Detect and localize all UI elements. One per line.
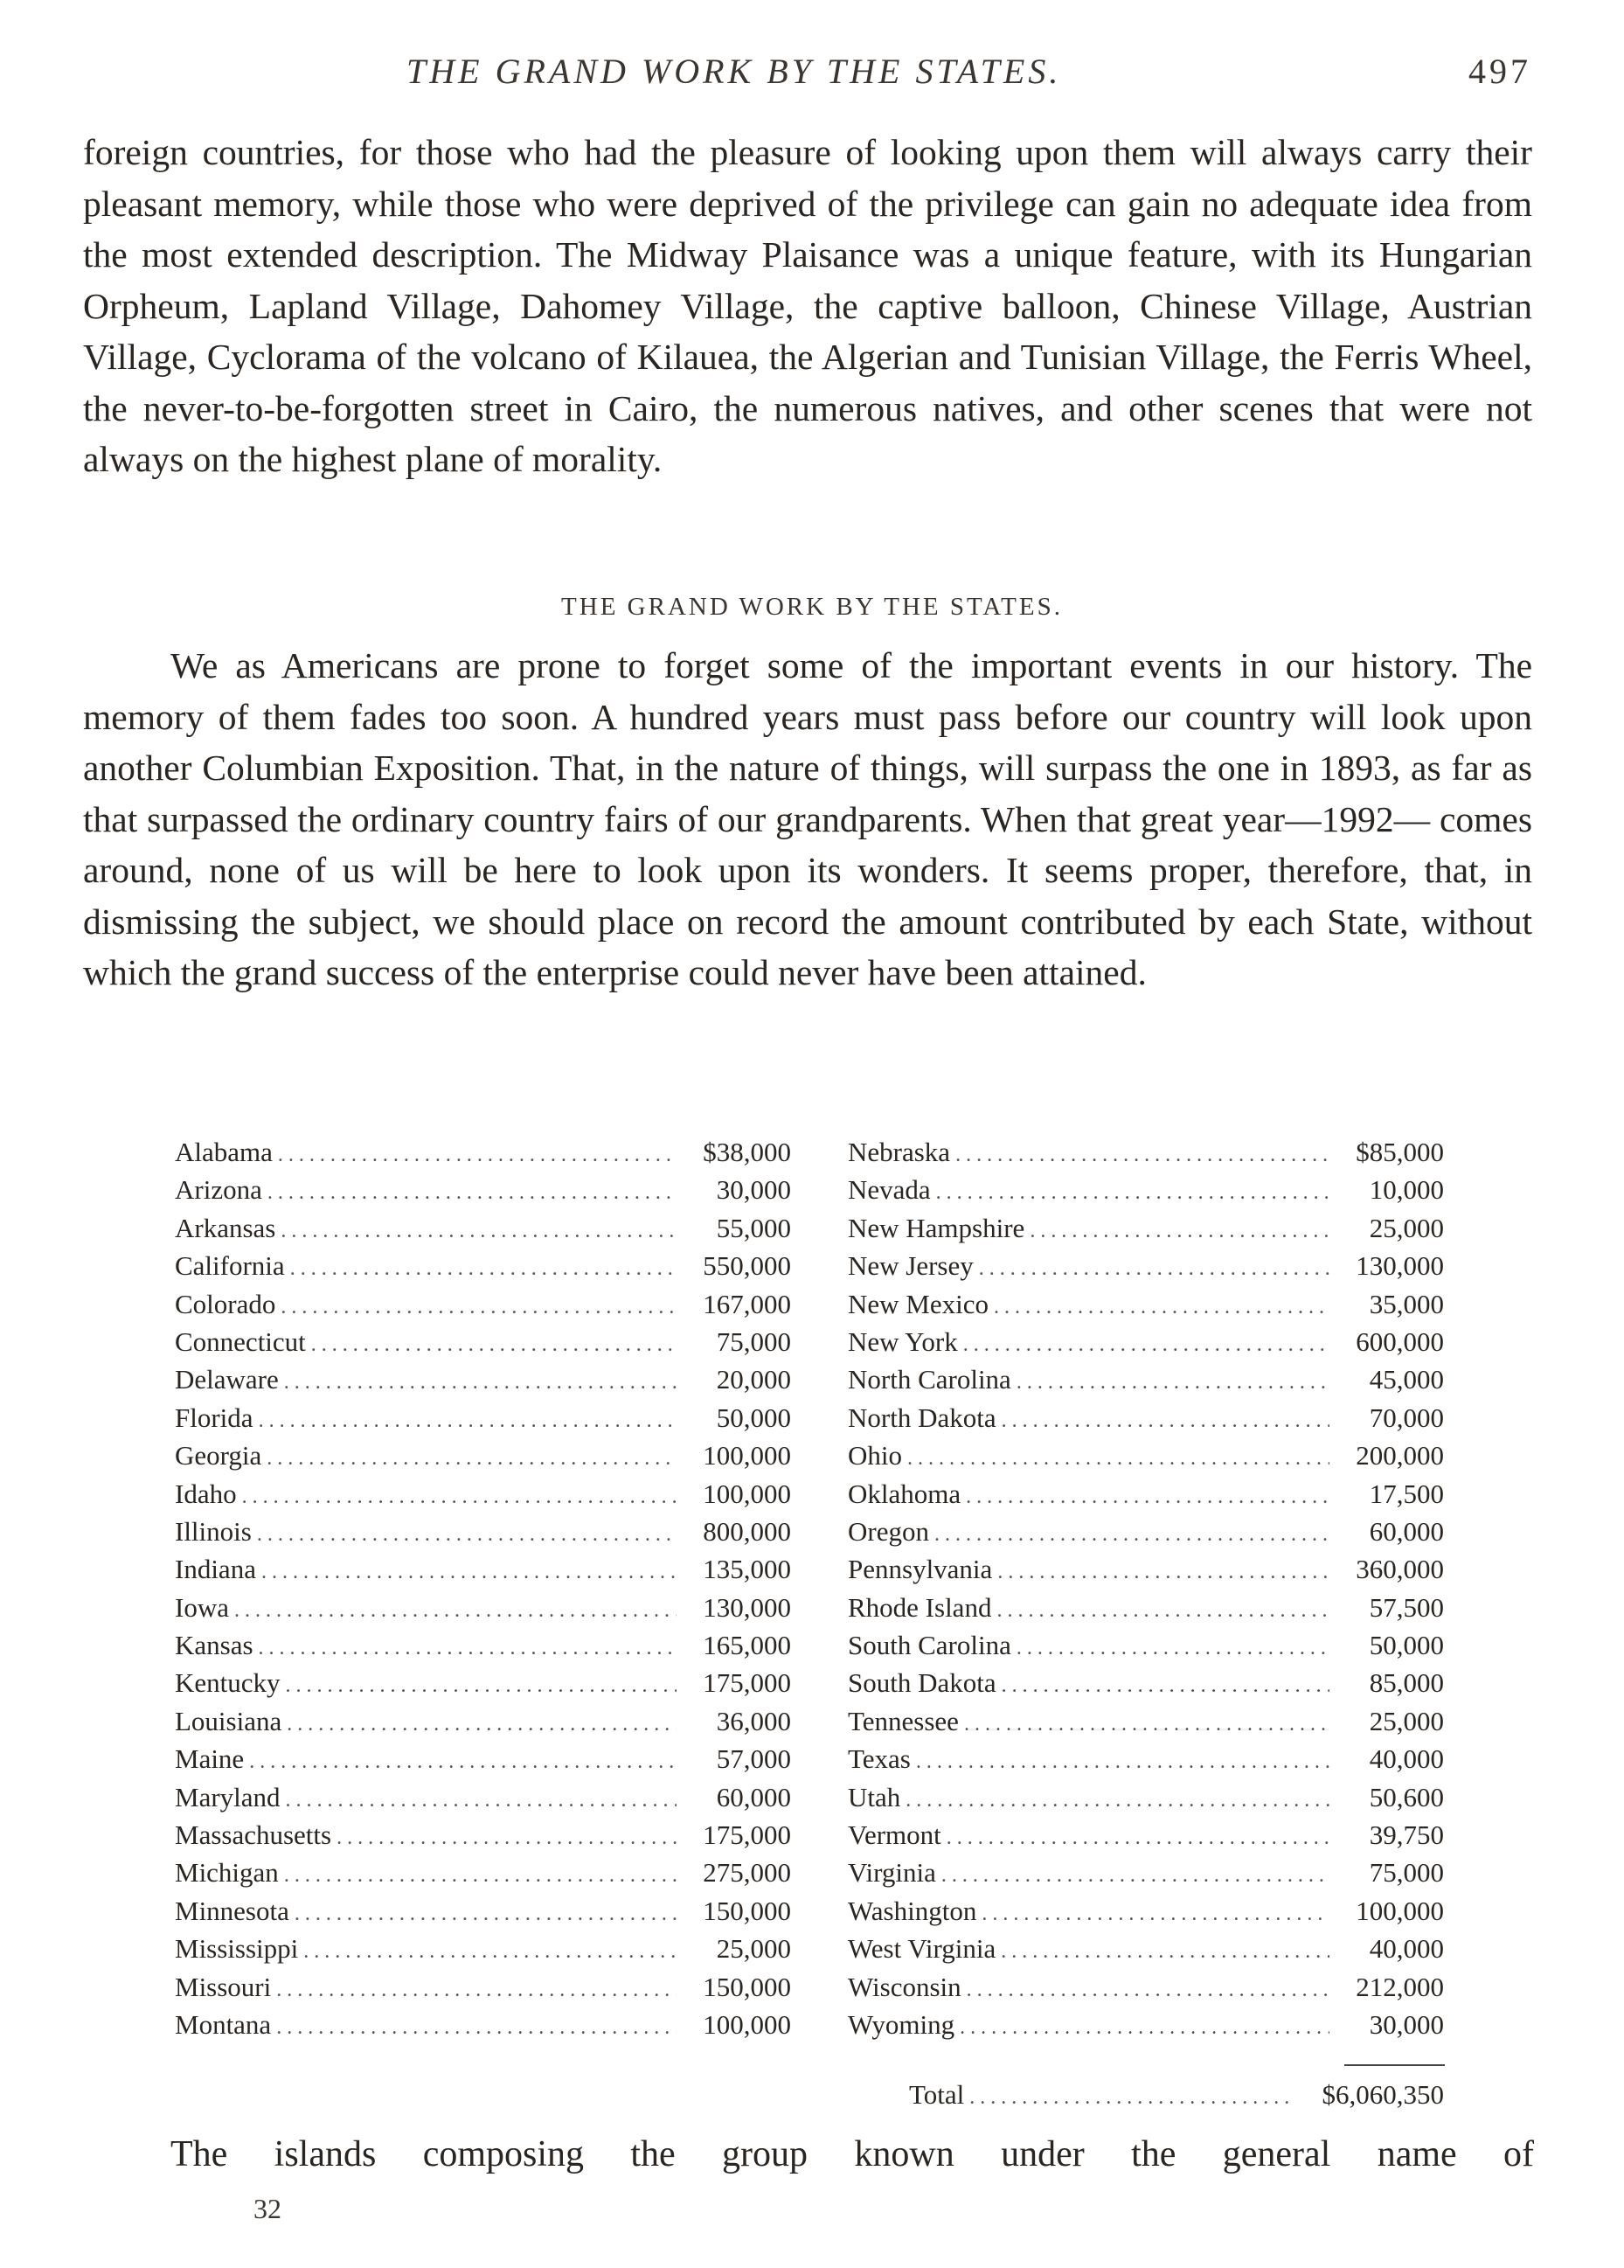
contribution-row bbox=[848, 1933, 1444, 1971]
contribution-row bbox=[848, 1782, 1444, 1819]
leader-dots bbox=[960, 2016, 1329, 2040]
leader-dots bbox=[259, 1409, 677, 1433]
contribution-row bbox=[848, 1630, 1444, 1667]
contribution-row bbox=[175, 1289, 791, 1326]
state-name: Rhode Island bbox=[848, 1591, 992, 1623]
leader-dots bbox=[906, 1789, 1329, 1812]
leader-dots bbox=[311, 1333, 677, 1357]
contribution-row bbox=[848, 1326, 1444, 1364]
contribution-amount: 800,000 bbox=[703, 1515, 791, 1547]
contribution-amount: 50,000 bbox=[716, 1402, 791, 1433]
state-name: New York bbox=[848, 1325, 958, 1357]
contributions-left-column bbox=[175, 1137, 791, 2047]
state-name: Nebraska bbox=[848, 1137, 951, 1167]
state-name: North Carolina bbox=[848, 1364, 1011, 1395]
leader-dots bbox=[267, 1447, 677, 1471]
leader-dots bbox=[982, 1903, 1329, 1926]
leader-dots bbox=[276, 2016, 677, 2040]
state-name: Vermont bbox=[848, 1819, 941, 1851]
contribution-amount: 85,000 bbox=[1369, 1667, 1444, 1699]
contribution-row bbox=[848, 1743, 1444, 1781]
leader-dots bbox=[997, 1561, 1329, 1584]
contribution-row bbox=[848, 1250, 1444, 1288]
state-name: Maryland bbox=[175, 1781, 281, 1812]
page-number: 497 bbox=[1468, 52, 1531, 91]
contribution-row bbox=[848, 1706, 1444, 1743]
state-name: Louisiana bbox=[175, 1705, 282, 1736]
contribution-row bbox=[175, 1440, 791, 1478]
contribution-row bbox=[848, 1364, 1444, 1402]
leader-dots bbox=[284, 1371, 677, 1395]
state-name: Texas bbox=[848, 1743, 911, 1775]
state-name: Idaho bbox=[175, 1478, 237, 1509]
state-name: New Mexico bbox=[848, 1288, 989, 1319]
leader-dots bbox=[287, 1713, 677, 1736]
paragraph-midway: foreign countries, for those who had the pleasure of looking upon them will always carry their pleasant memory, while those who were deprived of the privilege can gain no adequate idea from the most extended description. The Midway Plaisance was a unique feature, with its Hungarian Orpheum, Lapland Village, Dahomey Village, the captive balloon, Chinese Village, Austrian Village, Cyclorama of the volcano of Kilauea, the Algerian and Tunisian Village, the Ferris Wheel, the never-to-be-forgotten street in Cairo, the numerous natives, and other scenes that were not always on the highest plane of morality. bbox=[83, 132, 1532, 479]
contribution-row bbox=[175, 1478, 791, 1516]
contribution-amount: 200,000 bbox=[1356, 1440, 1444, 1471]
leader-dots bbox=[290, 1257, 677, 1281]
contribution-amount: 175,000 bbox=[703, 1667, 791, 1699]
total-row bbox=[909, 2079, 1444, 2111]
leader-dots bbox=[994, 1296, 1329, 1319]
contribution-amount: 70,000 bbox=[1369, 1402, 1444, 1433]
contribution-amount: 25,000 bbox=[716, 1933, 791, 1965]
contribution-amount: 100,000 bbox=[703, 1440, 791, 1471]
state-name: Minnesota bbox=[175, 1895, 289, 1926]
contribution-row bbox=[848, 1137, 1444, 1174]
state-name: Michigan bbox=[175, 1857, 279, 1889]
contribution-amount: 57,000 bbox=[716, 1743, 791, 1775]
contribution-amount: 20,000 bbox=[716, 1364, 791, 1395]
contribution-row bbox=[848, 1213, 1444, 1250]
leader-dots bbox=[261, 1561, 677, 1584]
contributions-right-column bbox=[848, 1137, 1444, 2047]
contribution-row bbox=[175, 1592, 791, 1630]
state-name: Iowa bbox=[175, 1591, 229, 1623]
leader-dots bbox=[967, 1979, 1329, 2002]
contribution-amount: 100,000 bbox=[703, 1478, 791, 1509]
leader-dots bbox=[947, 1826, 1329, 1850]
leader-dots bbox=[257, 1523, 677, 1547]
contribution-row bbox=[175, 1972, 791, 2009]
contribution-amount: 165,000 bbox=[703, 1630, 791, 1661]
leader-dots bbox=[966, 1485, 1329, 1509]
state-name: Mississippi bbox=[175, 1933, 299, 1965]
contribution-row bbox=[848, 1592, 1444, 1630]
leader-dots bbox=[964, 1713, 1329, 1736]
leader-dots bbox=[1017, 1371, 1329, 1395]
leader-dots bbox=[1001, 1940, 1329, 1964]
contribution-row bbox=[848, 1289, 1444, 1326]
state-name: Oklahoma bbox=[848, 1478, 961, 1509]
contribution-amount: 75,000 bbox=[1369, 1857, 1444, 1889]
state-name: New Jersey bbox=[848, 1250, 974, 1282]
contribution-amount: 360,000 bbox=[1356, 1554, 1444, 1585]
leader-dots bbox=[259, 1637, 677, 1660]
contribution-row bbox=[848, 1174, 1444, 1212]
contribution-row bbox=[175, 1706, 791, 1743]
contribution-amount: 60,000 bbox=[716, 1781, 791, 1812]
state-name: Wyoming bbox=[848, 2008, 955, 2040]
state-name: Missouri bbox=[175, 1971, 272, 2002]
contribution-amount: 275,000 bbox=[703, 1857, 791, 1889]
state-name: California bbox=[175, 1250, 285, 1282]
state-name: Georgia bbox=[175, 1440, 262, 1471]
state-name: Connecticut bbox=[175, 1325, 306, 1357]
leader-dots bbox=[267, 1181, 677, 1205]
contribution-row bbox=[175, 1250, 791, 1288]
leader-dots bbox=[281, 1296, 677, 1319]
state-name: Oregon bbox=[848, 1515, 929, 1547]
state-name: Nevada bbox=[848, 1174, 931, 1206]
state-name: West Virginia bbox=[848, 1933, 996, 1965]
state-name: Virginia bbox=[848, 1857, 936, 1889]
leader-dots bbox=[281, 1220, 677, 1243]
contribution-amount: 550,000 bbox=[703, 1250, 791, 1282]
leader-dots bbox=[1002, 1409, 1329, 1433]
contribution-amount: 100,000 bbox=[1356, 1895, 1444, 1926]
paragraph-states: We as Americans are prone to forget some of the important events in our history. The memory of them fades too soon. A hundred years must pass before our country will look upon another Columbian Exposition. That, in the nature of things, will surpass the one in 1893, as far as that surpassed the ordinary country fairs of our grandparents. When that great year—1992— comes around, none of us will be here to look upon its wonders. It seems proper, therefore, that, in dismissing the subject, we should place on record the amount contributed by each State, without which the grand success of the enterprise could never have been attained. bbox=[83, 645, 1532, 992]
contribution-row bbox=[175, 1819, 791, 1857]
leader-dots bbox=[284, 1864, 677, 1888]
state-name: Pennsylvania bbox=[848, 1554, 993, 1585]
contribution-amount: 30,000 bbox=[1369, 2008, 1444, 2040]
state-name: North Dakota bbox=[848, 1402, 996, 1433]
state-name: Kansas bbox=[175, 1630, 253, 1661]
leader-dots bbox=[941, 1864, 1329, 1888]
state-name: Washington bbox=[848, 1895, 977, 1926]
contribution-amount: 40,000 bbox=[1369, 1933, 1444, 1965]
state-name: Alabama bbox=[175, 1137, 273, 1167]
contribution-amount: 35,000 bbox=[1369, 1288, 1444, 1319]
contribution-amount: 55,000 bbox=[716, 1212, 791, 1243]
contribution-row bbox=[848, 1402, 1444, 1440]
contribution-row bbox=[175, 1402, 791, 1440]
state-name: Wisconsin bbox=[848, 1971, 961, 2002]
contribution-amount: 17,500 bbox=[1369, 1478, 1444, 1509]
leader-dots bbox=[286, 1674, 677, 1698]
leader-dots bbox=[276, 1979, 677, 2002]
contribution-amount: 50,000 bbox=[1369, 1630, 1444, 1661]
contribution-amount: 100,000 bbox=[703, 2008, 791, 2040]
section-title: THE GRAND WORK BY THE STATES. bbox=[561, 593, 1063, 621]
contribution-amount: 25,000 bbox=[1369, 1705, 1444, 1736]
contribution-row bbox=[848, 1440, 1444, 1478]
contribution-amount: 25,000 bbox=[1369, 1212, 1444, 1243]
leader-dots bbox=[234, 1599, 677, 1623]
contribution-amount: 130,000 bbox=[1356, 1250, 1444, 1282]
contribution-row bbox=[175, 1516, 791, 1554]
contribution-amount: 10,000 bbox=[1369, 1174, 1444, 1206]
total-amount: $6,060,350 bbox=[1322, 2079, 1444, 2110]
running-title: THE GRAND WORK BY THE STATES. bbox=[406, 52, 1062, 91]
state-name: Massachusetts bbox=[175, 1819, 332, 1851]
state-name: Maine bbox=[175, 1743, 245, 1775]
leader-dots bbox=[907, 1447, 1329, 1471]
contribution-amount: 175,000 bbox=[703, 1819, 791, 1851]
contribution-amount: 75,000 bbox=[716, 1325, 791, 1357]
leader-dots bbox=[295, 1903, 677, 1926]
contribution-amount: $85,000 bbox=[1356, 1137, 1444, 1167]
state-name: Utah bbox=[848, 1781, 901, 1812]
contribution-row bbox=[175, 1933, 791, 1971]
contribution-row bbox=[175, 1137, 791, 1174]
contribution-row bbox=[175, 1174, 791, 1212]
signature-mark: 32 bbox=[253, 2193, 281, 2224]
leader-dots bbox=[242, 1485, 677, 1509]
total-rule bbox=[1344, 2064, 1445, 2066]
leader-dots bbox=[286, 1789, 677, 1812]
state-name: Arizona bbox=[175, 1174, 262, 1206]
contribution-row bbox=[175, 1630, 791, 1667]
total-label: Total bbox=[909, 2079, 965, 2110]
state-name: Montana bbox=[175, 2008, 272, 2040]
contribution-row bbox=[175, 1896, 791, 1933]
contribution-amount: 36,000 bbox=[716, 1705, 791, 1736]
state-name: Illinois bbox=[175, 1515, 252, 1547]
state-name: Indiana bbox=[175, 1554, 256, 1585]
leader-dots bbox=[278, 1144, 677, 1167]
contribution-amount: 167,000 bbox=[703, 1288, 791, 1319]
contribution-amount: 30,000 bbox=[716, 1174, 791, 1206]
contribution-amount: 39,750 bbox=[1369, 1819, 1444, 1851]
contribution-row bbox=[175, 1857, 791, 1895]
contribution-row bbox=[848, 1516, 1444, 1554]
running-head bbox=[0, 51, 1624, 103]
leader-dots bbox=[963, 1333, 1329, 1357]
state-name: Ohio bbox=[848, 1440, 902, 1471]
contribution-row bbox=[848, 1896, 1444, 1933]
contribution-row bbox=[848, 1667, 1444, 1705]
state-name: Delaware bbox=[175, 1364, 279, 1395]
contribution-row bbox=[848, 1972, 1444, 2009]
contribution-row bbox=[175, 1364, 791, 1402]
leader-dots bbox=[996, 1599, 1329, 1623]
contribution-row bbox=[848, 1857, 1444, 1895]
contribution-amount: 60,000 bbox=[1369, 1515, 1444, 1547]
contribution-row bbox=[848, 1478, 1444, 1516]
contribution-amount: $38,000 bbox=[703, 1137, 791, 1167]
contribution-amount: 600,000 bbox=[1356, 1325, 1444, 1357]
state-name: Florida bbox=[175, 1402, 253, 1433]
state-name: Arkansas bbox=[175, 1212, 276, 1243]
contribution-row bbox=[175, 2009, 791, 2047]
leader-dots bbox=[337, 1826, 677, 1850]
contribution-row bbox=[848, 1819, 1444, 1857]
closing-line: The islands composing the group known under the general name of bbox=[170, 2134, 1534, 2174]
contribution-amount: 130,000 bbox=[703, 1591, 791, 1623]
contribution-row bbox=[175, 1667, 791, 1705]
leader-dots bbox=[249, 1750, 677, 1774]
contribution-row bbox=[175, 1213, 791, 1250]
contribution-amount: 135,000 bbox=[703, 1554, 791, 1585]
state-name: New Hampshire bbox=[848, 1212, 1025, 1243]
leader-dots bbox=[955, 1144, 1329, 1167]
contribution-amount: 40,000 bbox=[1369, 1743, 1444, 1775]
leader-dots bbox=[1017, 1637, 1329, 1660]
leader-dots bbox=[1002, 1674, 1329, 1698]
contribution-row bbox=[175, 1554, 791, 1591]
leader-dots bbox=[979, 1257, 1329, 1281]
contribution-amount: 45,000 bbox=[1369, 1364, 1444, 1395]
state-name: Colorado bbox=[175, 1288, 276, 1319]
contribution-amount: 57,500 bbox=[1369, 1591, 1444, 1623]
contribution-row bbox=[175, 1326, 791, 1364]
leader-dots bbox=[936, 1181, 1329, 1205]
leader-dots bbox=[303, 1940, 677, 1964]
contribution-row bbox=[175, 1743, 791, 1781]
contribution-row bbox=[175, 1782, 791, 1819]
leader-dots bbox=[934, 1523, 1329, 1547]
leader-dots bbox=[916, 1750, 1329, 1774]
state-name: South Carolina bbox=[848, 1630, 1011, 1661]
leader-dots bbox=[1030, 1220, 1329, 1243]
contribution-row bbox=[848, 2009, 1444, 2047]
state-name: South Dakota bbox=[848, 1667, 996, 1699]
contribution-amount: 212,000 bbox=[1356, 1971, 1444, 2002]
contribution-amount: 150,000 bbox=[703, 1895, 791, 1926]
contribution-amount: 150,000 bbox=[703, 1971, 791, 2002]
state-name: Tennessee bbox=[848, 1705, 959, 1736]
state-name: Kentucky bbox=[175, 1667, 281, 1699]
contribution-amount: 50,600 bbox=[1369, 1781, 1444, 1812]
leader-dots bbox=[969, 2086, 1290, 2110]
contribution-row bbox=[848, 1554, 1444, 1591]
